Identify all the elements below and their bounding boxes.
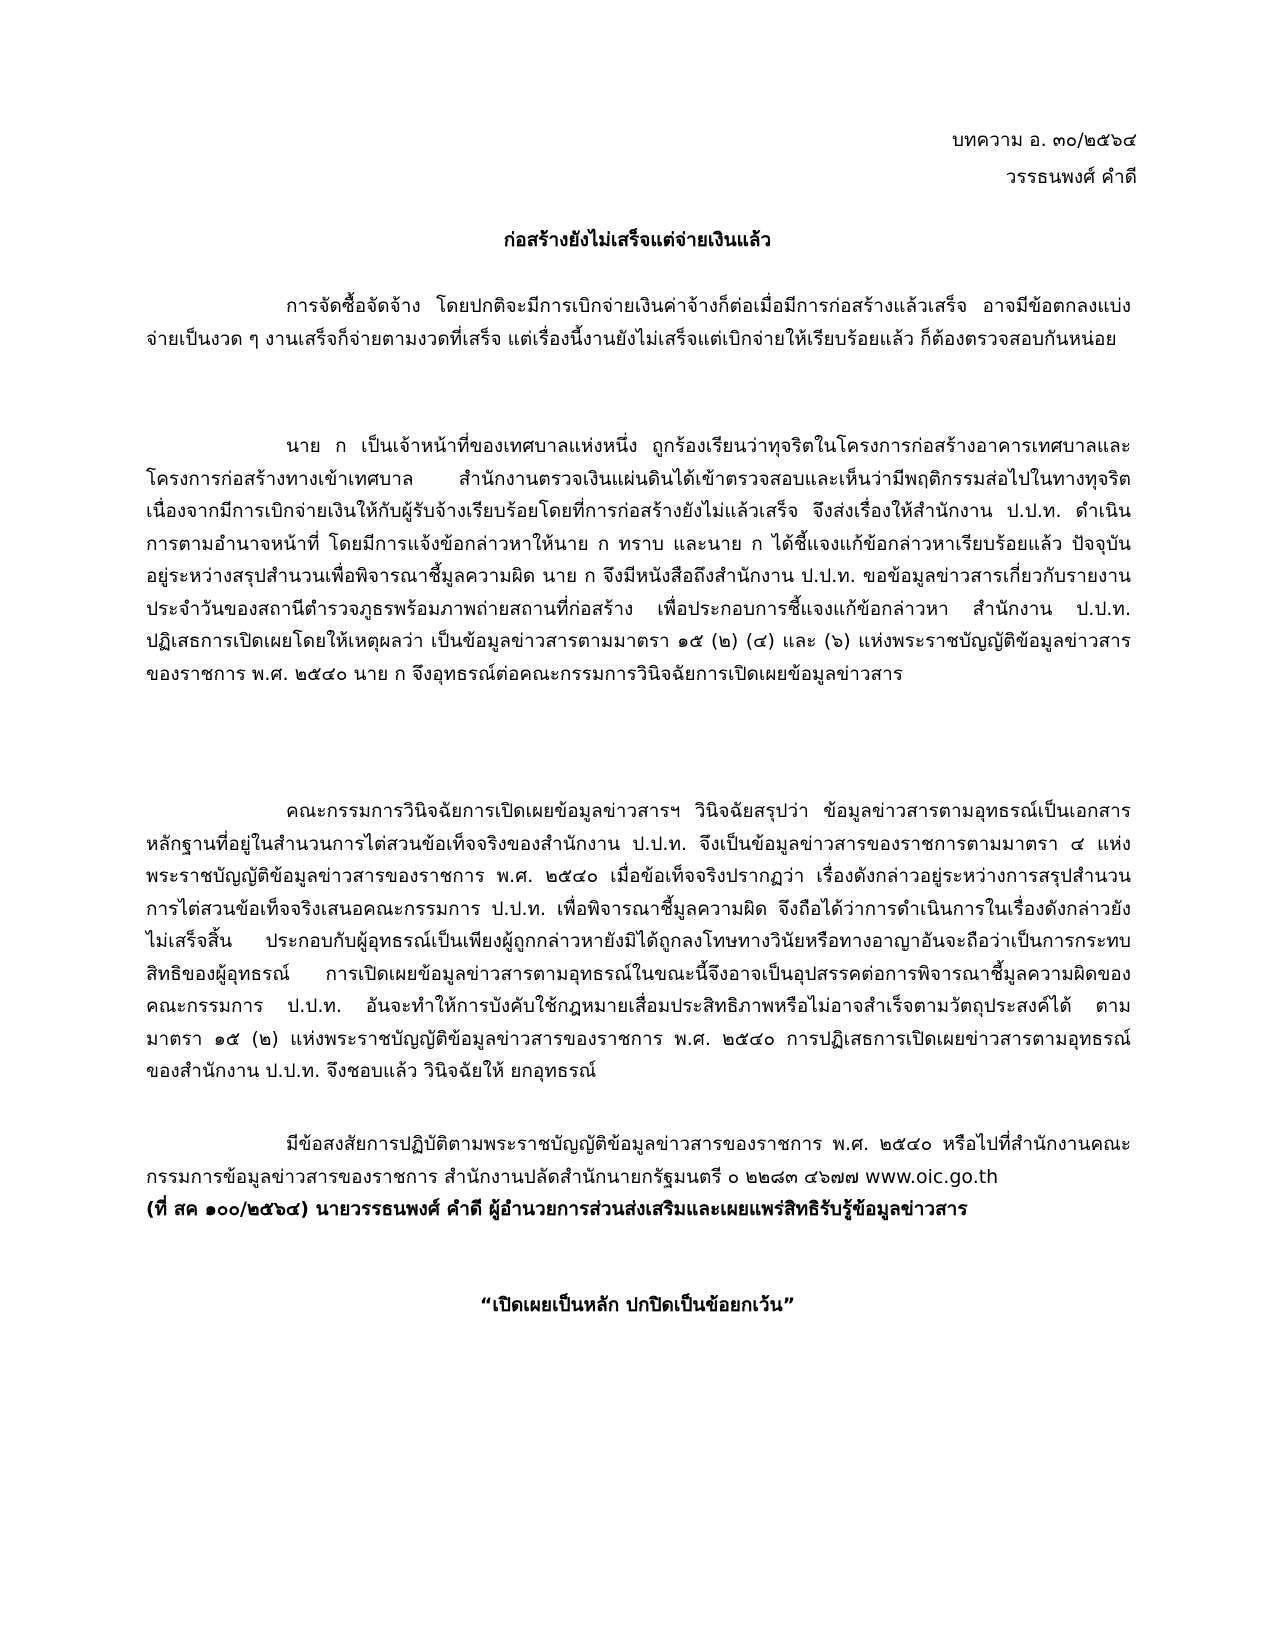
author-name: วรรธนพงศ์ คำดี — [1005, 166, 1137, 188]
document-signature — [146, 1193, 1131, 1226]
article-reference: บทความ อ. ๓๐/๒๕๖๔ — [951, 129, 1137, 151]
document-header — [952, 122, 1137, 196]
document-title: ก่อสร้างยังไม่เสร็จแต่จ่ายเงินแล้ว — [503, 229, 772, 251]
paragraph-intro: การจัดซื้อจัดจ้าง โดยปกติจะมีการเบิกจ่ายเงินค่าจ้างก็ต่อเมื่อมีการก่อสร้างแล้วเสร็จ อาจมีข้อตกลงแบ่งจ่ายเป็นงวด ๆ งานเสร็จก็จ่ายตามงวดที่เสร็จ แต่เรื่องนี้งานยังไม่เสร็จแต่เบิกจ่ายให้เรียบร้อยแล้ว ก็ต้องตรวจสอบกันหน่อย — [146, 295, 1131, 350]
paragraph-case-facts: นาย ก เป็นเจ้าหน้าที่ของเทศบาลแห่งหนึ่ง ถูกร้องเรียนว่าทุจริตในโครงการก่อสร้างอาคารเทศบาลและโครงการก่อสร้างทางเข้าเทศบาล สำนักงานตรวจเงินแผ่นดินได้เข้าตรวจสอบและเห็นว่ามีพฤติกรรมส่อไปในทางทุจริต เนื่องจากมีการเบิกจ่ายเงินให้กับผู้รับจ้างเรียบร้อยโดยที่การก่อสร้างยังไม่แล้วเสร็จ จึงส่งเรื่องให้สำนักงาน ป.ป.ท. ดำเนินการตามอำนาจหน้าที่ โดยมีการแจ้งข้อกล่าวหาให้นาย ก ทราบ และนาย ก ได้ชี้แจงแก้ข้อกล่าวหาเรียบร้อยแล้ว ปัจจุบันอยู่ระหว่างสรุปสำนวนเพื่อพิจารณาชี้มูลความผิด นาย ก จึงมีหนังสือถึงสำนักงาน ป.ป.ท. ขอข้อมูลข่าวสารเกี่ยวกับรายงานประจำวันของสถานีตำรวจภูธรพร้อมภาพถ่ายสถานที่ก่อสร้าง เพื่อประกอบการชี้แจงแก้ข้อกล่าวหา สำนักงาน ป.ป.ท. ปฏิเสธการเปิดเผยโดยให้เหตุผลว่า เป็นข้อมูลข่าวสารตามมาตรา ๑๕ (๒) (๔) และ (๖) แห่งพระราชบัญญัติข้อมูลข่าวสารของราชการ พ.ศ. ๒๕๔๐ นาย ก จึงอุทธรณ์ต่อคณะกรรมการวินิจฉัยการเปิดเผยข้อมูลข่าวสาร — [146, 435, 1131, 685]
document-slogan: “เปิดเผยเป็นหลัก ปกปิดเป็นข้อยกเว้น” — [479, 1294, 796, 1316]
signature-text: (ที่ สค ๑๐๐/๒๕๖๔) นายวรรธนพงศ์ คำดี ผู้อำนวยการส่วนส่งเสริมและเผยแพร่สิทธิรับรู้ข้อมูลข่าวสาร — [146, 1198, 968, 1220]
paragraph-ruling: คณะกรรมการวินิจฉัยการเปิดเผยข้อมูลข่าวสารฯ วินิจฉัยสรุปว่า ข้อมูลข่าวสารตามอุทธรณ์เป็นเอกสารหลักฐานที่อยู่ในสำนวนการไต่สวนข้อเท็จจริงของสำนักงาน ป.ป.ท. จึงเป็นข้อมูลข่าวสารของราชการตามมาตรา ๔ แห่งพระราชบัญญัติข้อมูลข่าวสารของราชการ พ.ศ. ๒๕๔๐ เมื่อข้อเท็จจริงปรากฏว่า เรื่องดังกล่าวอยู่ระหว่างการสรุปสำนวนการไต่สวนข้อเท็จจริงเสนอคณะกรรมการ ป.ป.ท. เพื่อพิจารณาชี้มูลความผิด จึงถือได้ว่าการดำเนินการในเรื่องดังกล่าวยังไม่เสร็จสิ้น ประกอบกับผู้อุทธรณ์เป็นเพียงผู้ถูกกล่าวหายังมิได้ถูกลงโทษทางวินัยหรือทางอาญาอันจะถือว่าเป็นการกระทบสิทธิของผู้อุทธรณ์ การเปิดเผยข้อมูลข่าวสารตามอุทธรณ์ในขณะนี้จึงอาจเป็นอุปสรรคต่อการพิจารณาชี้มูลความผิดของคณะกรรมการ ป.ป.ท. อันจะทำให้การบังคับใช้กฎหมายเสื่อมประสิทธิภาพหรือไม่อาจสำเร็จตามวัตถุประสงค์ได้ ตามมาตรา ๑๕ (๒) แห่งพระราชบัญญัติข้อมูลข่าวสารของราชการ พ.ศ. ๒๕๔๐ การปฏิเสธการเปิดเผยข่าวสารตามอุทธรณ์ของสำนักงาน ป.ป.ท. จึงชอบแล้ว วินิจฉัยให้ ยกอุทธรณ์ — [146, 800, 1131, 1082]
paragraph-contact: มีข้อสงสัยการปฏิบัติตามพระราชบัญญัติข้อมูลข่าวสารของราชการ พ.ศ. ๒๕๔๐ หรือไปที่สำนักงานคณะกรรมการข้อมูลข่าวสารของราชการ สำนักงานปลัดสำนักนายกรัฐมนตรี ๐ ๒๒๘๓ ๔๖๗๗ www.oic.go.th — [146, 1133, 1131, 1188]
